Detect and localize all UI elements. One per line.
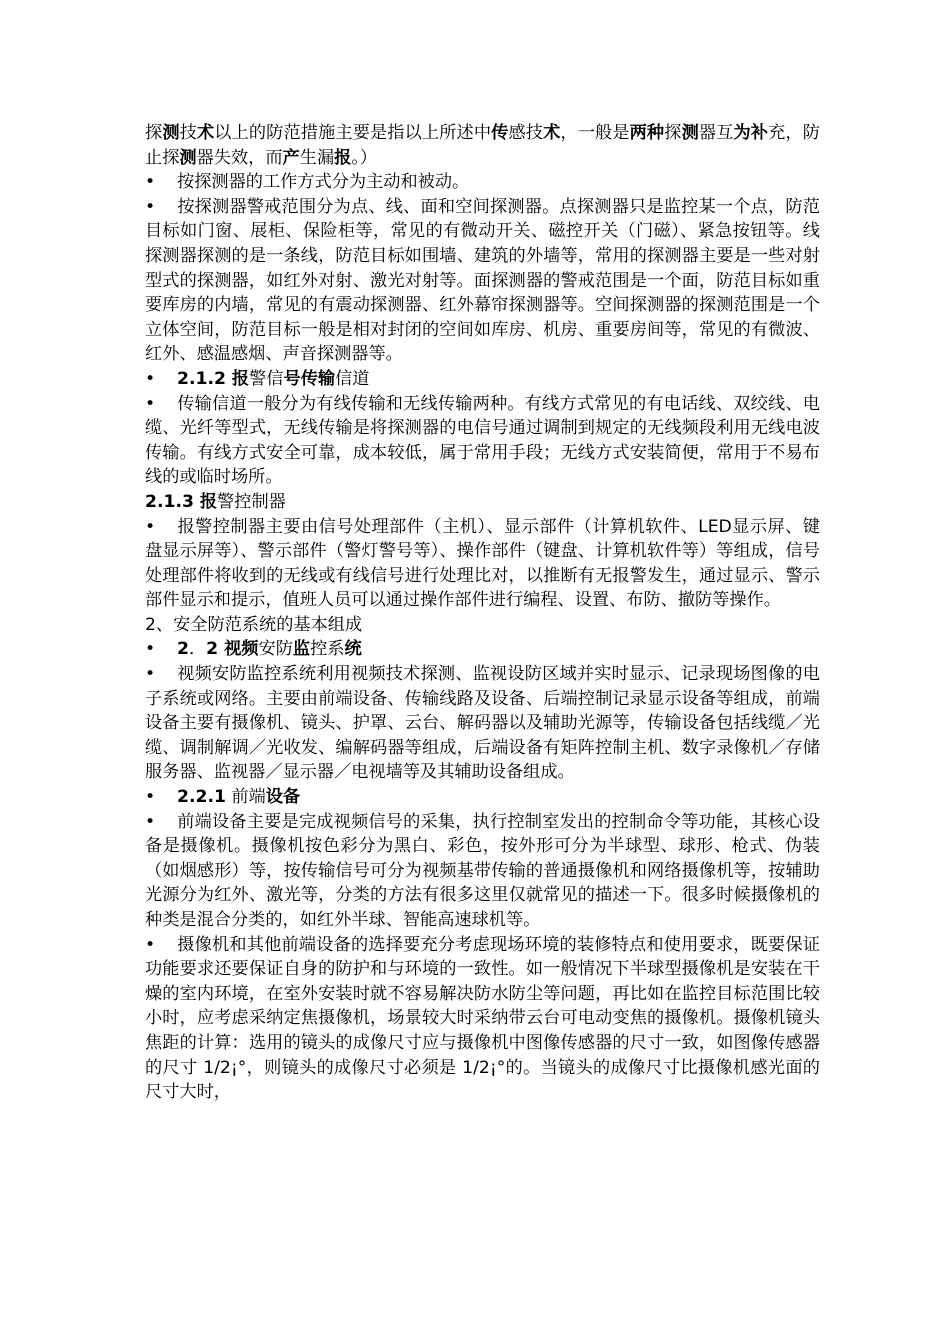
bullet-marker: •: [145, 368, 156, 389]
paragraph-text: 传输信道一般分为有线传输和无线传输两种。有线方式常见的有电话线、双绞线、电缆、光纤等型式，无线传输是将探测器的电信号通过调制到规定的无线频段利用无线电波传输。有线方式安全可靠，成本较低，属于常用手段；无线方式安装简便，常用于不易布线的或临时场所。: [145, 393, 820, 488]
paragraph-text: 2.1.3 报警控制器: [145, 491, 286, 512]
paragraph: [145, 195, 820, 367]
paragraph: [145, 662, 820, 785]
paragraph-text: 前端设备主要是完成视频信号的采集，执行控制室发出的控制命令等功能，其核心设备是摄像机。摄像机按色彩分为黑白、彩色，按外形可分为半球型、球形、枪式、伪装（如烟感形）等，按传输信号可分为视频基带传输的普通摄像机和网络摄像机等，按辅助光源分为红外、激光等，分类的方法有很多这里仅就常见的描述一下。很多时候摄像机的种类是混合分类的，如红外半球、智能高速球机等。: [145, 811, 820, 930]
paragraph: [145, 933, 820, 1105]
paragraph-text: 2.1.2 报警信号传输信道: [177, 368, 370, 389]
paragraph: [145, 637, 820, 662]
bullet-marker: •: [145, 196, 156, 217]
paragraph-text: 2、安全防范系统的基本组成: [145, 614, 363, 635]
paragraph-text: 2．2 视频安防监控系统: [177, 639, 362, 660]
paragraph: [145, 121, 820, 170]
paragraph: [145, 613, 820, 638]
bullet-marker: •: [145, 393, 156, 414]
bullet-marker: •: [145, 639, 156, 660]
bullet-marker: •: [145, 787, 156, 808]
paragraph: [145, 392, 820, 490]
bullet-marker: •: [145, 516, 156, 537]
paragraph-text: 按探测器的工作方式分为主动和被动。: [177, 172, 470, 193]
bullet-marker: •: [145, 664, 156, 685]
bullet-marker: •: [145, 172, 156, 193]
paragraph-text: 摄像机和其他前端设备的选择要充分考虑现场环境的装修特点和使用要求，既要保证功能要求还要保证自身的防护和与环境的一致性。如一般情况下半球型摄像机是安装在干燥的室内环境，在室外安装时就不容易解决防水防尘等问题，再比如在监控目标范围比较小时，应考虑采纳定焦摄像机，场景较大时采纳带云台可电动变焦的摄像机。摄像机镜头焦距的计算：选用的镜头的成像尺寸应与摄像机中图像传感器的尺寸一致，如图像传感器的尺寸 1/2¡°，则镜头的成像尺寸必须是 1/2¡°的。当镜头的成像尺寸比摄像机感光面的尺寸大时，: [145, 934, 820, 1103]
bullet-marker: •: [145, 934, 156, 955]
paragraph-text: 探测技术以上的防范措施主要是指以上所述中传感技术，一般是两种探测器互为补充，防止探测器失效，而产生漏报。）: [145, 123, 820, 168]
paragraph-text: 报警控制器主要由信号处理部件（主机）、显示部件（计算机软件、LED显示屏、键盘显示屏等）、警示部件（警灯警号等）、操作部件（键盘、计算机软件等）等组成，信号处理部件将收到的无线或有线信号进行处理比对，以推断有无报警发生，通过显示、警示部件显示和提示，值班人员可以通过操作部件进行编程、设置、布防、撤防等操作。: [145, 516, 820, 611]
paragraph: [145, 367, 820, 392]
paragraph: [145, 490, 820, 515]
paragraph-text: 按探测器警戒范围分为点、线、面和空间探测器。点探测器只是监控某一个点，防范目标如门窗、展柜、保险柜等，常见的有微动开关、磁控开关（门磁）、紧急按钮等。线探测器探测的是一条线，防范目标如围墙、建筑的外墙等，常用的探测器主要是一些对射型式的探测器，如红外对射、激光对射等。面探测器的警戒范围是一个面，防范目标如重要库房的内墙，常见的有震动探测器、红外幕帘探测器等。空间探测器的探测范围是一个立体空间，防范目标一般是相对封闭的空间如库房、机房、重要房间等，常见的有微波、红外、感温感烟、声音探测器等。: [145, 196, 820, 365]
bullet-marker: •: [145, 811, 156, 832]
paragraph: [145, 785, 820, 810]
paragraph: [145, 515, 820, 613]
paragraph: [145, 170, 820, 195]
paragraph: [145, 810, 820, 933]
paragraph-text: 2.2.1 前端设备: [177, 787, 301, 808]
paragraph-text: 视频安防监控系统利用视频技术探测、监视设防区域并实时显示、记录现场图像的电子系统或网络。主要由前端设备、传输线路及设备、后端控制记录显示设备等组成，前端设备主要有摄像机、镜头、护罩、云台、解码器以及辅助光源等，传输设备包括线缆／光缆、调制解调／光收发、编解码器等组成，后端设备有矩阵控制主机、数字录像机／存储服务器、监视器／显示器／电视墙等及其辅助设备组成。: [145, 664, 820, 783]
